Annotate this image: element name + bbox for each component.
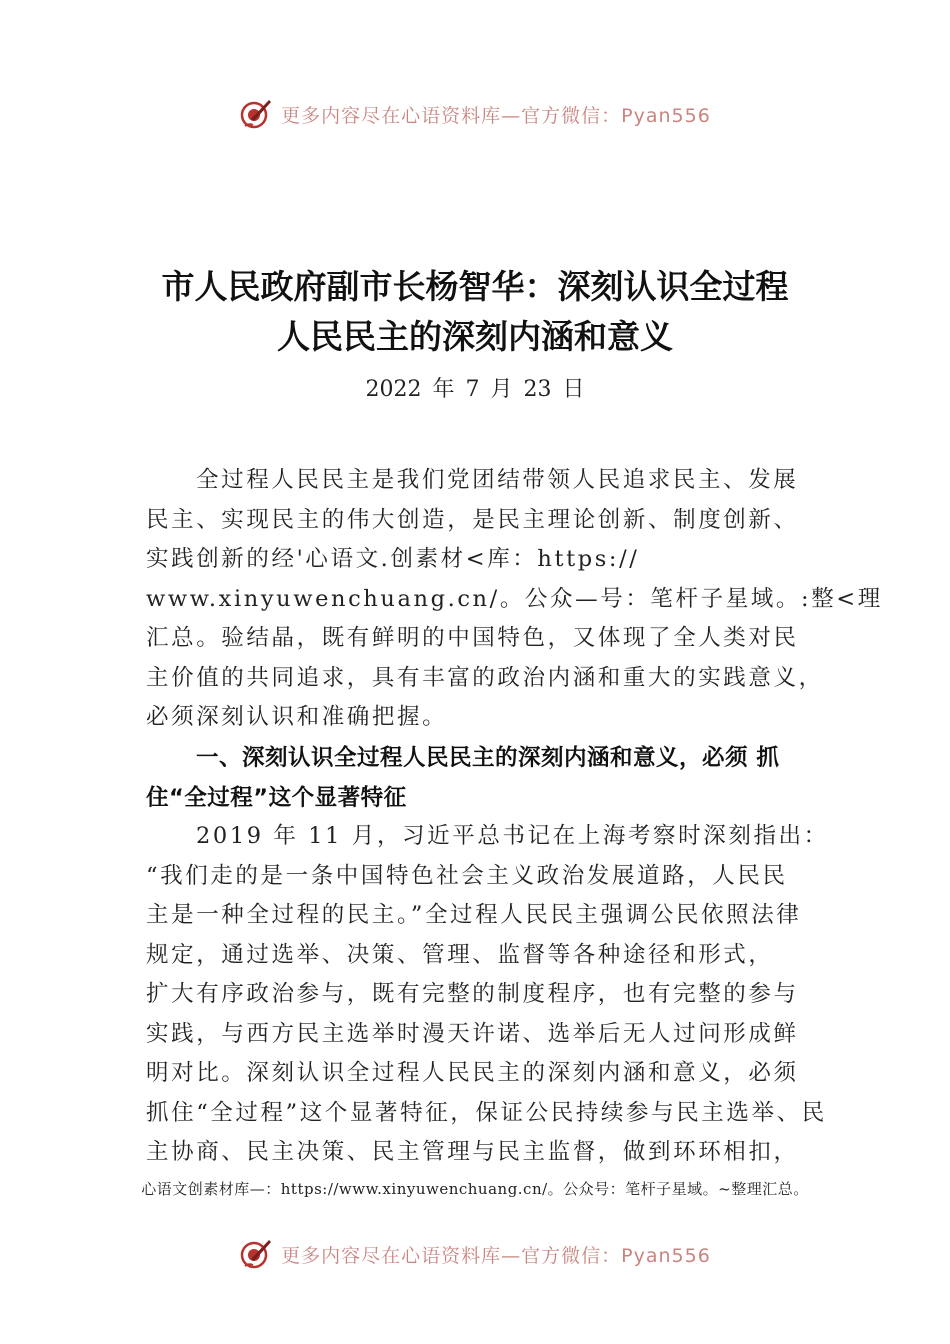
text-line: “我们走的是一条中国特色社会主义政治发展道路，人民民 xyxy=(146,862,788,889)
text-line: 抓住“全过程”这个显著特征，保证公民持续参与民主选举、民 xyxy=(146,1099,827,1126)
text-line: 主协商、民主决策、民主管理与民主监督，做到环环相扣， xyxy=(146,1139,799,1165)
text-line: 2019 年 11 月，习近平总书记在上海考察时深刻指出： xyxy=(196,823,829,849)
banner-text: 更多内容尽在心语资料库—官方微信：Pyan556 xyxy=(281,1244,711,1267)
banner-text: 更多内容尽在心语资料库—官方微信：Pyan556 xyxy=(281,104,711,127)
text-line: 必须深刻认识和准确把握。 xyxy=(146,704,448,730)
text-line: 规定，通过选举、决策、管理、监督等各种途径和形式， xyxy=(146,941,774,968)
text-line: 实践创新的经'心语文.创素材<库：https:// xyxy=(146,546,640,572)
heading-line: 一、深刻认识全过程人民民主的深刻内涵和意义，必须 抓 xyxy=(196,745,780,771)
document-date: 2022 年 7 月 23 日 xyxy=(365,377,585,402)
text-line: 主价值的共同追求，具有丰富的政治内涵和重大的实践意义， xyxy=(146,664,824,691)
quill-pen-seal-icon xyxy=(239,1237,273,1271)
heading-line: 住“全过程”这个显著特征 xyxy=(146,784,407,811)
document-title-line-1: 市人民政府副市长杨智华：深刻认识全过程 xyxy=(161,267,789,306)
section-heading-1 xyxy=(146,739,826,818)
text-line: www.xinyuwenchuang.cn/。公众—号：笔杆子星域。:整<理 xyxy=(146,585,883,612)
document-title-line-2: 人民民主的深刻内涵和意义 xyxy=(277,317,673,356)
text-line: 民主、实现民主的伟大创造，是民主理论创新、制度创新、 xyxy=(146,506,799,533)
header-watermark-banner xyxy=(0,94,950,134)
text-line: 汇总。验结晶，既有鲜明的中国特色，又体现了全人类对民 xyxy=(146,625,799,651)
paragraph-1 xyxy=(146,461,883,738)
text-line: 全过程人民民主是我们党团结带领人民追求民主、发展 xyxy=(196,467,799,493)
paragraph-2 xyxy=(146,817,829,1173)
page-footnote: 心语文创素材库—：https://www.xinyuwenchuang.cn/。公众号：笔杆子星域。~整理汇总。 xyxy=(141,1180,809,1198)
text-line: 明对比。深刻认识全过程人民民主的深刻内涵和意义，必须 xyxy=(146,1060,799,1086)
quill-pen-seal-icon xyxy=(239,97,273,131)
text-line: 扩大有序政治参与，既有完整的制度程序，也有完整的参与 xyxy=(146,981,799,1007)
footer-watermark-banner xyxy=(0,1234,950,1274)
text-line: 实践，与西方民主选举时漫天许诺、选举后无人过问形成鲜 xyxy=(146,1020,799,1047)
text-line: 主是一种全过程的民主。”全过程人民民主强调公民依照法律 xyxy=(146,902,802,928)
